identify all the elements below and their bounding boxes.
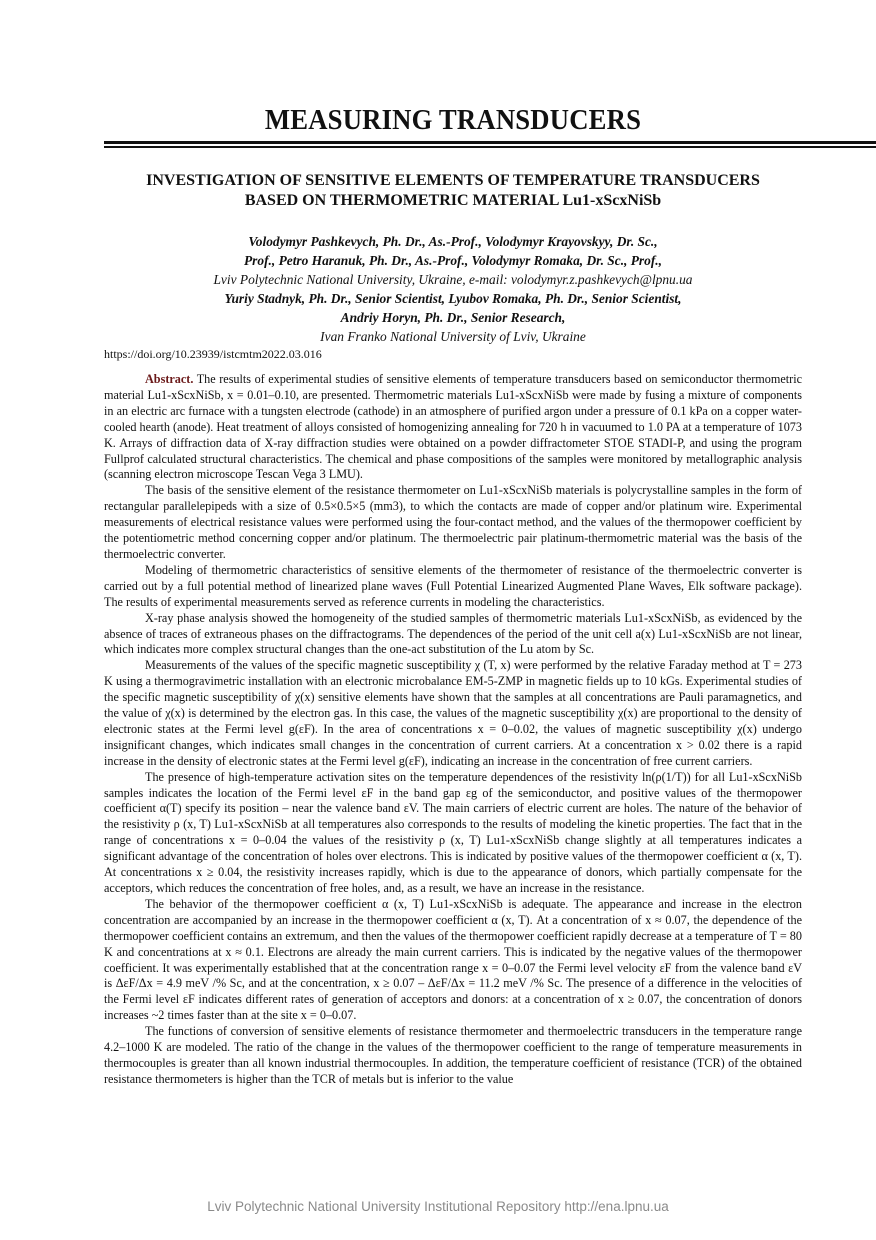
doi-link[interactable]: https://doi.org/10.23939/istcmtm2022.03.016 (104, 347, 322, 361)
paragraph-7: The behavior of the thermopower coefficient α (x, T) Lu1-xScxNiSb is adequate. The appearance and increase in the electron concentration are accompanied by an increase in the thermopower coefficient α (x, T). At a concentration of x ≈ 0.07, the dependence of the thermopower coefficient contains an extremum, and then the values of the thermopower coefficient rapidly decrease at a temperature of T = 80 K and concentrations at x ≈ 0.1. Electrons are already the main current carriers. This is indicated by the negative values of the thermopower coefficient. It was experimentally established that at the concentration range x = 0–0.07 the Fermi level velocity εF from the valence band εV is ΔεF/Δx = 4.9 meV /% Sc, and at the concentration, x ≥ 0.07 – ΔεF/Δx = 11.2 meV /% Sc. The presence of a difference in the velocities of the Fermi level εF indicates different rates of generation of acceptors and donors: at a concentration of x ≥ 0.07, the concentration of donors increases ~2 times faster than at the site x = 0–0.07. (104, 896, 802, 1023)
paragraph-6: The presence of high-temperature activation sites on the temperature dependences of the resistivity ln(ρ(1/T)) for all Lu1-xScxNiSb samples indicates the location of the Fermi level εF in the band gap εg of the semiconductor, and positive values of the thermopower coefficient α(T) specify its position – near the valence band εV. The main carriers of electric current are holes. The nature of the behavior of the resistivity ρ (x, T) Lu1-xScxNiSb at all temperatures also corresponds to the results of modeling the kinetic properties. The fact that in the range of concentrations x = 0–0.04 the values of the resistivity ρ (x, T) Lu1-xScxNiSb change slightly at all temperatures indicates a significant advantage of the concentration of holes over electrons. This is indicated by positive values of the thermopower coefficient α (x, T). At concentrations x ≥ 0.04, the resistivity increases rapidly, which is due to the appearance of donors, which partially compensate for the acceptors, which reduces the concentration of free holes, and, as a result, we have an increase in the resistance. (104, 769, 802, 895)
paragraph-5: Measurements of the values of the specific magnetic susceptibility χ (T, x) were performed by the relative Faraday method at T = 273 K using a thermogravimetric installation with an electronic microbalance EM-5-ZMP in magnetic fields up to 10 kGs. Experimental studies of the specific magnetic susceptibility of χ(x) sensitive elements have shown that the samples at all concentrations are Pauli paramagnetics, and the value of χ(x) is determined by the electron gas. In this case, the values of the magnetic susceptibility χ(x) are proportional to the density of electronic states at the Fermi level g(εF). In the area of concentrations x = 0–0.02, the values of magnetic susceptibility χ(x) undergo insignificant changes, which indicates small changes in the concentration of current carriers. At a concentration x > 0.02 there is a rapid increase in the density of electronic states at the Fermi level g(εF), indicating an increase in the concentration of free current carriers. (104, 658, 802, 768)
author-block (104, 232, 802, 346)
abstract-label: Abstract. (145, 372, 194, 386)
authors-group-2-line-1: Yuriy Stadnyk, Ph. Dr., Senior Scientist, Lyubov Romaka, Ph. Dr., Senior Scientist, (224, 291, 682, 306)
authors-group-1-line-2: Prof., Petro Haranuk, Ph. Dr., As.-Prof., Volodymyr Romaka, Dr. Sc., Prof., (244, 253, 662, 268)
paragraph-1 (104, 372, 802, 483)
paragraph-4: X-ray phase analysis showed the homogeneity of the studied samples of thermometric materials Lu1-xScxNiSb, as evidenced by the absence of traces of extraneous phases on the diffractograms. The dependences of the period of the unit cell a(x) Lu1-xScxNiSb are not linear, which indicates more complex structural changes than the one-act substitution of the Lu atom by Sc. (104, 610, 802, 657)
authors-group-2-line-2: Andriy Horyn, Ph. Dr., Senior Research, (340, 310, 566, 325)
heading-rule-thick (104, 141, 876, 144)
affiliation-2: Ivan Franko National University of Lviv, Ukraine (320, 329, 586, 344)
authors-group-1-line-1: Volodymyr Pashkevych, Ph. Dr., As.-Prof., Volodymyr Krayovskyy, Dr. Sc., (248, 234, 658, 249)
paper-title (104, 171, 802, 211)
paragraph-2: The basis of the sensitive element of the resistance thermometer on Lu1-xScxNiSb materials is polycrystalline samples in the form of rectangular parallelepipeds with a size of 0.5×0.5×5 (mm3), to which the contacts are made of copper and/or platinum wire. Experimental measurements of electrical resistance values were performed using the four-contact method, and the values of the thermopower coefficient by the potentiometric method concerning copper and/or platinum. The thermoelectric pair platinum-thermometric material was the basis of the thermoelectric converter. (104, 483, 802, 561)
paper-title-line-1: INVESTIGATION OF SENSITIVE ELEMENTS OF TEMPERATURE TRANSDUCERS (146, 172, 760, 189)
paragraph-8: The functions of conversion of sensitive elements of resistance thermometer and thermoelectric transducers in the temperature range 4.2–1000 K are modeled. The ratio of the change in the values of the thermopower coefficient to the range of temperature measurements in thermocouples is greater than all known industrial thermocouples. In addition, the temperature coefficient of resistance (TCR) of the obtained resistance thermometers is higher than the TCR of metals but is inferior to the value (104, 1024, 802, 1086)
paper-title-line-2: BASED ON THERMOMETRIC MATERIAL Lu1-xScxNiSb (244, 192, 662, 209)
section-heading: MEASURING TRANSDUCERS (264, 104, 642, 136)
paragraph-text: The results of experimental studies of sensitive elements of temperature transducers based on semiconductor thermometric material Lu1-xScxNiSb, x = 0.01–0.10, are presented. Thermometric materials Lu1-xScxNiSb were made by fusing a mixture of components in an electric arc furnace with a tungsten electrode (cathode) in an atmosphere of purified argon under a pressure of 0.1 kPa on a copper water-cooled hearth (anode). Heat treatment of alloys consisted of homogenizing annealing for 720 h in vacuumed to 1.0 PA at a temperature of 1073 K. Arrays of diffraction data of X-ray diffraction studies were obtained on a powder diffractometer STOE STADI-P, and using the program Fullprof calculated structural characteristics. The chemical and phase compositions of the samples were monitored by metallographic analysis (scanning electron microscope Tescan Vega 3 LMU). (104, 372, 802, 482)
paragraph-3: Modeling of thermometric characteristics of sensitive elements of the thermometer of resistance of the thermoelectric converter is carried out by a full potential method of linearized plane waves (Full Potential Linearized Augmented Plane Waves, Elk software package). The results of experimental measurements served as reference currents in modeling the characteristics. (104, 562, 802, 609)
affiliation-1: Lviv Polytechnic National University, Ukraine, e-mail: volodymyr.z.pashkevych@lpnu.ua (213, 272, 693, 287)
abstract-body (104, 372, 802, 1088)
repository-footer: Lviv Polytechnic National University Institutional Repository http://ena.lpnu.ua (207, 1199, 669, 1214)
heading-rule-thin (104, 146, 876, 148)
